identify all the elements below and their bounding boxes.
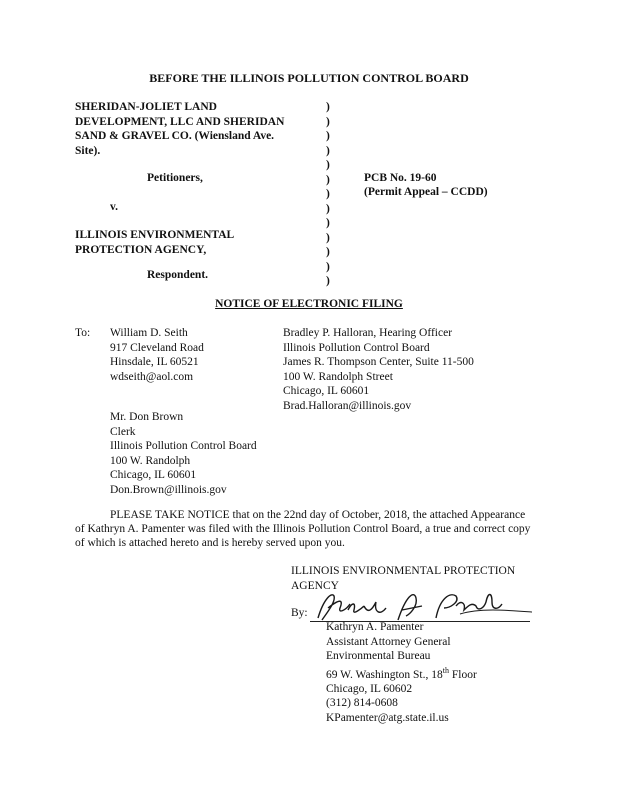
signer-name: Kathryn A. Pamenter: [326, 621, 424, 633]
recipient-brown: [110, 410, 257, 497]
address-line: Mr. Don Brown: [110, 411, 184, 423]
recipient-seith: [110, 326, 204, 384]
notice-body-line: of Kathryn A. Pamenter was filed with the Illinois Pollution Control Board, a true and correct copy: [75, 523, 531, 535]
paren: ): [326, 188, 330, 200]
paren: ): [326, 101, 330, 113]
address-line: William D. Seith: [110, 327, 188, 339]
signer-block: [326, 620, 477, 725]
agency-line: ILLINOIS ENVIRONMENTAL PROTECTION: [291, 565, 516, 577]
paren: ): [326, 173, 330, 186]
paren: ): [326, 130, 330, 142]
petitioner-line: SHERIDAN-JOLIET LAND: [75, 101, 217, 113]
paren: ): [326, 159, 330, 171]
address-line: Don.Brown@illinois.gov: [110, 483, 227, 496]
address-line: 100 W. Randolph Street: [283, 370, 393, 383]
notice-title: NOTICE OF ELECTRONIC FILING: [215, 298, 403, 310]
petitioner-caption: [75, 100, 325, 158]
petitioner-line: SAND & GRAVEL CO. (Wiensland Ave.: [75, 130, 275, 142]
paren: ): [326, 246, 330, 258]
address-line: Illinois Pollution Control Board: [283, 341, 430, 354]
address-line: Illinois Pollution Control Board: [110, 440, 257, 452]
street-prefix: 69 W. Washington St., 18: [326, 668, 443, 681]
address-line: Bradley P. Halloran, Hearing Officer: [283, 327, 453, 339]
notice-body-line: of which is attached hereto and is hereby served upon you.: [75, 537, 345, 549]
street-suffix: Floor: [449, 668, 477, 681]
respondent-line: ILLINOIS ENVIRONMENTAL: [75, 229, 235, 241]
notice-body-line: PLEASE TAKE NOTICE that on the 22nd day of October, 2018, the attached Appearance: [110, 509, 526, 521]
respondent-label: Respondent.: [147, 269, 209, 281]
petitioner-line: DEVELOPMENT, LLC AND SHERIDAN: [75, 115, 285, 128]
agency-line: AGENCY: [291, 579, 339, 592]
address-line: wdseith@aol.com: [110, 370, 194, 383]
by-label: By:: [291, 607, 308, 619]
signer-phone: (312) 814-0608: [326, 697, 398, 710]
to-label: To:: [75, 327, 91, 339]
paren: ): [326, 144, 330, 157]
paren: ): [326, 217, 330, 229]
petitioner-line: Site).: [75, 144, 101, 157]
board-heading: BEFORE THE ILLINOIS POLLUTION CONTROL BOARD: [149, 71, 469, 85]
recipient-halloran: [283, 326, 474, 413]
signer-street: [326, 664, 477, 682]
address-line: Clerk: [110, 425, 136, 438]
address-line: Chicago, IL 60601: [110, 469, 197, 481]
paren: ): [326, 115, 330, 128]
signer-title: Assistant Attorney General: [326, 635, 451, 648]
signer-bureau: Environmental Bureau: [326, 650, 431, 662]
address-line: 917 Cleveland Road: [110, 341, 204, 354]
case-type: (Permit Appeal – CCDD): [364, 186, 488, 198]
signer-city: Chicago, IL 60602: [326, 682, 413, 695]
case-number: PCB No. 19-60: [364, 172, 437, 184]
address-line: Brad.Halloran@illinois.gov: [283, 399, 412, 412]
address-line: James R. Thompson Center, Suite 11-500: [283, 356, 474, 368]
address-line: Chicago, IL 60601: [283, 385, 370, 397]
paren: ): [326, 231, 330, 244]
street-superscript: th: [442, 665, 449, 675]
paren: ): [326, 275, 330, 287]
petitioners-label: Petitioners,: [147, 172, 203, 184]
signer-email: KPamenter@atg.state.il.us: [326, 711, 449, 724]
paren: ): [326, 202, 330, 215]
respondent-line: PROTECTION AGENCY,: [75, 243, 207, 256]
address-line: Hinsdale, IL 60521: [110, 356, 199, 368]
paren: ): [326, 260, 330, 273]
respondent-caption: [75, 228, 325, 257]
signature-line: [310, 621, 530, 622]
versus-label: v.: [110, 201, 118, 213]
address-line: 100 W. Randolph: [110, 454, 191, 467]
caption-parens: [326, 100, 336, 289]
